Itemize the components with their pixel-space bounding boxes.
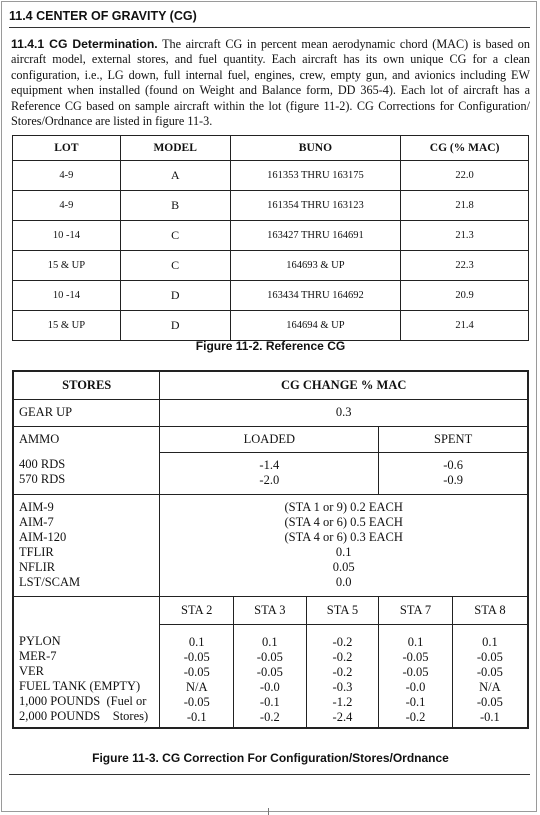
cell-value: -0.05 [476, 694, 503, 709]
station-header: STA 5 [306, 596, 379, 624]
cell-value: -0.2 [332, 634, 353, 649]
ammo-values-row [13, 452, 528, 494]
list-item: (STA 4 or 6) 0.3 EACH [284, 529, 403, 544]
misc-items [13, 494, 160, 596]
cell-value: -0.05 [183, 649, 210, 664]
misc-stores-row [13, 494, 528, 596]
cell-value: -0.05 [476, 664, 503, 679]
cell-value: -0.1 [405, 694, 426, 709]
gear-row [13, 399, 528, 426]
list-item: PYLON [19, 634, 61, 648]
cell-value: -0.0 [259, 679, 280, 694]
cell-value: -0.05 [183, 694, 210, 709]
cell-value: -0.2 [332, 649, 353, 664]
station-values-row [13, 624, 528, 728]
list-item: AIM-7 [19, 514, 54, 529]
cg-cell: 21.8 [401, 191, 529, 221]
model-cell: D [120, 311, 230, 341]
list-item: 0.05 [332, 559, 355, 574]
gear-label: GEAR UP [13, 399, 160, 426]
cell-value: -0.2 [259, 709, 280, 724]
list-item: 0.1 [335, 544, 352, 559]
cell-value: N/A [479, 679, 501, 694]
cg-determination-paragraph [11, 37, 530, 129]
station-header: STA 8 [452, 596, 528, 624]
cell-value: -0.1 [259, 694, 280, 709]
lot-cell: 15 & UP [13, 251, 121, 281]
list-item: 570 RDS [19, 472, 66, 486]
station-header: STA 7 [379, 596, 453, 624]
cell-value: 0.1 [188, 634, 205, 649]
header-model: MODEL [120, 136, 230, 161]
cell-value: -0.05 [476, 649, 503, 664]
buno-cell: 163434 THRU 164692 [230, 281, 401, 311]
cell-value: -0.2 [332, 664, 353, 679]
cell-value: -0.05 [256, 664, 283, 679]
ammo-items [13, 452, 160, 494]
cell-value: -1.2 [332, 694, 353, 709]
paragraph-body: The aircraft CG in percent mean aerodynamic chord (MAC) is based on aircraft model, external stores, and fuel quantity. Each aircraft has its own unique CG for a clean configuration, i.e., LG down, full internal fuel, engines, crew, empty gun, and avionics including EW equipment when installed (found on Weight and Balance form, DD 365-4). Each lot of aircraft has a Reference CG based on sample aircraft within the lot (figure 11-2). CG Corrections for Configuration/ Stores/Ordnance are listed in figure 11-3. [11, 37, 530, 129]
lot-cell: 15 & UP [13, 311, 121, 341]
table-header-row [13, 371, 528, 399]
cell-value: 0.1 [482, 634, 498, 649]
list-item: MER-7 [19, 649, 57, 663]
list-item: 400 RDS [19, 457, 66, 471]
cell-value: 0.1 [262, 634, 278, 649]
misc-values [160, 494, 528, 596]
lot-cell: 4-9 [13, 161, 121, 191]
model-cell: C [120, 251, 230, 281]
model-cell: A [120, 161, 230, 191]
sta8-values [452, 624, 528, 728]
list-item: -0.6 [443, 457, 464, 472]
paragraph-heading: 11.4.1 CG Determination. [11, 37, 158, 51]
section-title: 11.4 CENTER OF GRAVITY (CG) [9, 8, 530, 28]
cg-cell: 22.0 [401, 161, 529, 191]
cg-cell: 20.9 [401, 281, 529, 311]
cg-cell: 21.3 [401, 221, 529, 251]
station-header: STA 3 [234, 596, 307, 624]
list-item: 2,000 POUNDS Stores) [19, 709, 149, 723]
figure-11-3-caption: Figure 11-3. CG Correction For Configuration/Stores/Ordnance [92, 751, 449, 765]
cell-value: -0.0 [405, 679, 426, 694]
station-header: STA 2 [160, 596, 234, 624]
pylon-items [13, 624, 160, 728]
header-stores: STORES [13, 371, 160, 399]
cell-value: -0.05 [402, 664, 429, 679]
loaded-header: LOADED [160, 426, 379, 452]
reference-cg-table [12, 135, 529, 341]
cell-value: -0.05 [256, 649, 283, 664]
list-item: (STA 4 or 6) 0.5 EACH [284, 514, 403, 529]
sta3-values [234, 624, 307, 728]
buno-cell: 161353 THRU 163175 [230, 161, 401, 191]
ammo-label: AMMO [13, 426, 160, 452]
list-item: 0.0 [335, 574, 352, 589]
list-item: NFLIR [19, 559, 56, 574]
buno-cell: 163427 THRU 164691 [230, 221, 401, 251]
gear-value: 0.3 [160, 399, 528, 426]
list-item: AIM-120 [19, 529, 67, 544]
sta5-values [306, 624, 379, 728]
ammo-loaded-values [160, 452, 379, 494]
spent-header: SPENT [379, 426, 528, 452]
table-row [13, 251, 529, 281]
list-item: -1.4 [259, 457, 280, 472]
header-cg: CG (% MAC) [401, 136, 529, 161]
cg-correction-table [12, 370, 529, 729]
sta7-values [379, 624, 453, 728]
station-header-blank [13, 596, 160, 624]
page-tick [268, 808, 269, 815]
list-item: AIM-9 [19, 499, 54, 514]
header-buno: BUNO [230, 136, 401, 161]
list-item: -0.9 [443, 472, 464, 487]
table-row [13, 161, 529, 191]
table-header-row [13, 136, 529, 161]
cg-cell: 22.3 [401, 251, 529, 281]
list-item: FUEL TANK (EMPTY) [19, 679, 141, 693]
model-cell: B [120, 191, 230, 221]
figure-11-2-caption: Figure 11-2. Reference CG [195, 339, 346, 353]
buno-cell: 164694 & UP [230, 311, 401, 341]
list-item: VER [19, 664, 44, 678]
cell-value: -0.1 [480, 709, 500, 724]
lot-cell: 4-9 [13, 191, 121, 221]
lot-cell: 10 -14 [13, 221, 121, 251]
table-row [13, 191, 529, 221]
table-row [13, 221, 529, 251]
cell-value: -0.1 [186, 709, 207, 724]
table-row [13, 311, 529, 341]
model-cell: C [120, 221, 230, 251]
model-cell: D [120, 281, 230, 311]
ammo-header-row [13, 426, 528, 452]
list-item: (STA 1 or 9) 0.2 EACH [284, 499, 403, 514]
table-row [13, 281, 529, 311]
list-item: 1,000 POUNDS (Fuel or [19, 694, 147, 708]
cell-value: -0.05 [402, 649, 429, 664]
lot-cell: 10 -14 [13, 281, 121, 311]
header-cg-change: CG CHANGE % MAC [160, 371, 528, 399]
buno-cell: 161354 THRU 163123 [230, 191, 401, 221]
ammo-spent-values [379, 452, 528, 494]
cg-cell: 21.4 [401, 311, 529, 341]
header-lot: LOT [13, 136, 121, 161]
list-item: TFLIR [19, 544, 54, 559]
cell-value: -0.2 [405, 709, 426, 724]
cell-value: 0.1 [407, 634, 424, 649]
list-item: -2.0 [259, 472, 280, 487]
buno-cell: 164693 & UP [230, 251, 401, 281]
list-item: LST/SCAM [19, 574, 81, 589]
bottom-divider [9, 774, 530, 775]
cell-value: -2.4 [332, 709, 353, 724]
cell-value: -0.05 [183, 664, 210, 679]
cell-value: N/A [185, 679, 208, 694]
cell-value: -0.3 [332, 679, 353, 694]
station-header-row [13, 596, 528, 624]
sta2-values [160, 624, 234, 728]
